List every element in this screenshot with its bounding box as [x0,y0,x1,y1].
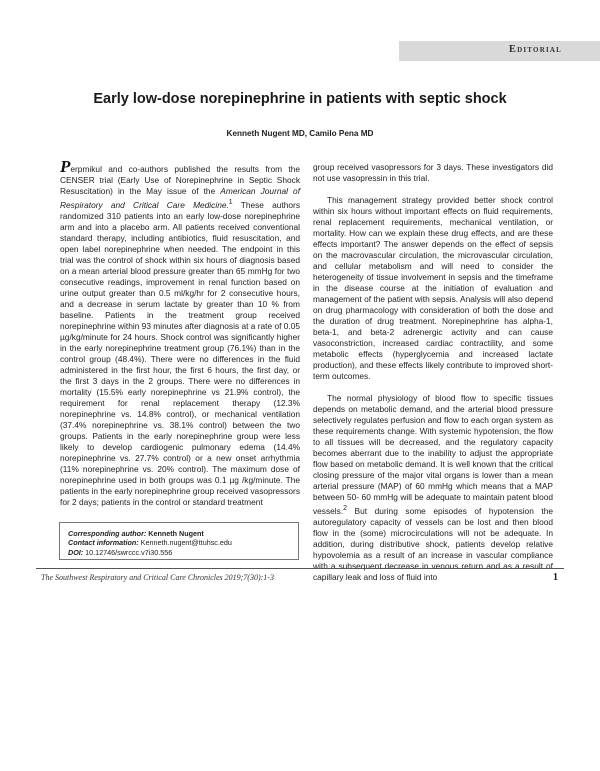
paragraph-text: These authors randomized 310 patients into an early low-dose norepinephrine arm and into a placebo arm. All patients received conventional standard therapy, including antibiotics, fluid resuscitation, and open label norepinephrine when needed. The endpoint in this trial was the control of shock within six hours of diagnosis based on a mean arterial blood pressure greater than 65 mmHg for two consecutive readings, improvement in renal function based on urine output greater than 0.5 ml/kg/hr for 2 consecutive hours, and a decrease in serum lactate by greater than 10 % from baseline. Patients in the treatment group received norepinephrine within 93 minutes after diagnosis at a rate of 0.05 µg/kg/minute for 24 hours. Shock control was significantly higher in the early norepinephrine treatment group (76.1%) than in the control group (48.4%). There were no differences in the fluid administered in the first hour, the first 6 hours, the first day, or the first 3 days in the 2 groups. There were no differences in mortality (15.5% early norepinephrine vs 21.9% control), the requirement for renal replacement therapy (12.3% norepinephrine vs. 14.8% control), or mechanical ventilation (37.4% norepinephrine vs. 38.1% control) between the two groups. Patients in the early norepinephrine group were less likely to develop cardiogenic pulmonary edema (14.4% norepinephrine vs. 27.7% control) or a new onset arrhythmia (11% norepinephrine vs. 20% control). The maximum dose of norepinephrine used in both groups was 0.1 µg /kg/minute. The patients in the early norepinephrine group received vasopressors for 2 days; patients in the control or standard treatment [60,199,300,508]
doi-value[interactable]: 10.12746/swrccc.v7i30.556 [85,547,173,557]
footer-journal: The Southwest Respiratory and Critical Care Chronicles 2019;7(30):1-3 [41,573,274,582]
corresponding-author-label: Corresponding author: [68,529,147,538]
paragraph [60,157,301,508]
section-label: Editorial [508,44,562,55]
contact-label: Contact information: [68,538,139,548]
paragraph-text: The normal physiology of blood flow to specific tissues depends on metabolic demand, and the arterial blood pressure selectively regulates perfusion and flow to each organ system as these requirements change. With systemic hypotension, the flow to all tissues will be decreased, and the regulatory capacity becomes aberrant due to the inability to adjust the appropriate flow based on metabolic demand. It is well known that the critical closing pressure of the major vital organs is lower than a mean arterial pressure (MAP) of 60 mmHg which means that a MAP between 50- 60 mmHg will be adequate to maintain patent blood vessels. [313,393,553,517]
paragraph-text: erpmikul and co-authors published the results from the CENSER trial (Early Use of Norepinephrine in Septic Shock Resuscitation) in the May issue of the [60,164,300,197]
contact-email[interactable]: Kenneth.nugent@ttuhsc.edu [140,538,232,548]
doi-label: DOI: [68,547,84,557]
right-column [313,162,553,583]
left-column [60,157,301,508]
contact-line [68,538,290,547]
doi-line [68,548,290,557]
drop-cap: P [60,157,71,176]
paragraph-text: But during some episodes of hypotension the autoregulatory capacity of vessels can be lost and then blood flow in the (some) microcirculations will not be adequate. In addition, during distributive shock, patients develop relative hypovolemia as a result of an increase in vascular compliance with a subsequent decrease in venous return and as a result of capillary leak and loss of fluid into [313,506,553,583]
paragraph: This management strategy provided better shock control within six hours without important effects on fluid requirements, renal replacement requirements, mechanical ventilation, or mortality. How can we explain these drug effects, and are these effects important? The answer depends on the effect of sepsis on the macrovascular circulation, the microvascular circulation, and cellular metabolism and will need to consider the heterogeneity of tissue involvement in sepsis and the timeframe in the disease course at the initiation of evaluation and management of the patient with sepsis. Analysis will also depend on drug pharmacology with consideration of both the dose and the duration of drug treatment. Norepinephrine has alpha-1, beta-1, and beta-2 adrenergic activity and can cause vasoconstriction, increased cardiac contractility, and some metabolic effects (hyperglycemia and increased lactate production), and these effects likely contribute to improved short-term outcomes. [313,195,553,382]
corresponding-author-name: Kenneth Nugent [148,529,204,538]
paragraph [313,393,553,583]
journal-name: American Journal of Respiratory and Critical Care Medicine. [60,186,301,210]
page-number: 1 [553,572,558,583]
section-band [399,41,600,61]
article-title: Early low-dose norepinephrine in patients with septic shock [93,91,507,107]
article-authors: Kenneth Nugent MD, Camilo Pena MD [226,129,374,138]
citation-ref[interactable]: 2 [343,505,347,513]
corresponding-author-line [68,529,290,538]
paragraph: group received vasopressors for 3 days. These investigators did not use vasopressin in this trial. [313,162,553,184]
correspondence-box [59,522,299,560]
footer-divider [36,568,564,569]
citation-ref[interactable]: 1 [228,199,233,207]
